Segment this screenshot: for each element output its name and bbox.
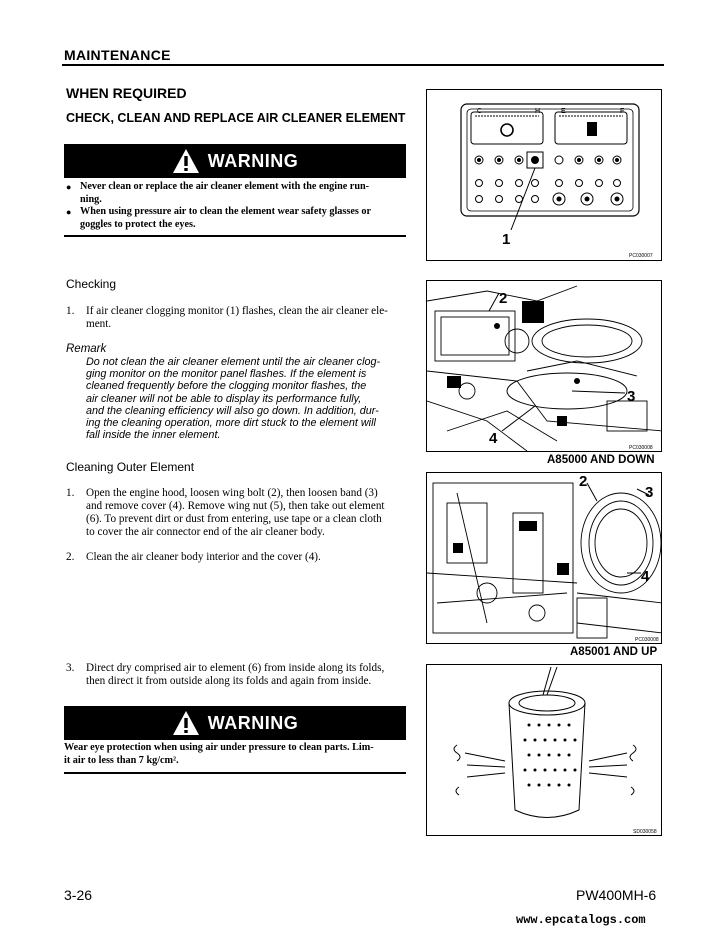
cleaning-heading: Cleaning Outer Element: [66, 460, 195, 474]
warning-line: ● Never clean or replace the air cleaner element with the engine run-: [80, 181, 370, 192]
step-number: 1.: [66, 487, 75, 499]
gauge-label: C: [477, 108, 483, 115]
figure-element-cleaning: [426, 664, 662, 836]
step-number: 3.: [66, 662, 75, 674]
remark-line: fall inside the inner element.: [86, 429, 221, 442]
warning-rule: [64, 235, 406, 237]
callout-number: 4: [641, 568, 650, 585]
step-line: to cover the air connector end of the air cleaner body.: [86, 526, 325, 538]
figure-monitor-panel: [426, 89, 662, 261]
step-line: If air cleaner clogging monitor (1) flashes, clean the air cleaner ele-: [86, 305, 388, 317]
callout-number: 2: [499, 290, 508, 307]
remark-label: Remark: [66, 343, 107, 355]
header-rule: [62, 64, 664, 66]
warning-label: WARNING: [207, 150, 299, 171]
remark-text: [86, 356, 406, 441]
callout-number: 3: [645, 484, 654, 501]
step-line: (6). To prevent dirt or dust from entering, use tape or a clean cloth: [86, 513, 382, 525]
step-line: Clean the air cleaner body interior and the cover (4).: [86, 551, 321, 563]
figure-caption: A85000 AND DOWN: [547, 454, 655, 466]
figure-code: PC030008: [629, 445, 653, 451]
remark-line: air cleaner will not be able to display its performance fully,: [86, 392, 362, 405]
warning-banner: [64, 144, 406, 178]
step-line: Open the engine hood, loosen wing bolt (2), then loosen band (3): [86, 487, 378, 499]
warning-line: goggles to protect the eyes.: [80, 218, 196, 230]
step-line: ment.: [86, 318, 112, 330]
figure-caption: A85001 AND UP: [570, 646, 658, 658]
step-number: 2.: [66, 551, 75, 563]
figure-code: SD030058: [633, 829, 657, 835]
cleaning-step-2: [66, 551, 411, 565]
remark-line: ing the cleaning operation, more dirt stuck to the element will: [86, 417, 376, 430]
warning-item: [64, 181, 408, 206]
step-number: 1.: [66, 305, 75, 317]
figure-engine-old: [426, 280, 662, 452]
warning-line: ning.: [80, 193, 102, 205]
callout-number: 4: [489, 430, 498, 447]
remark-line: Do not clean the air cleaner element until the air cleaner clog-: [86, 356, 381, 368]
engine-new-drawing: [427, 473, 662, 644]
callout-number: 3: [627, 388, 636, 405]
element-cleaning-drawing: [427, 665, 662, 836]
warning-text: [64, 742, 408, 767]
section-heading: WHEN REQUIRED: [66, 85, 187, 101]
subsection-heading: CHECK, CLEAN AND REPLACE AIR CLEANER ELEMENT: [66, 111, 406, 125]
warning-triangle-icon: [172, 148, 200, 174]
checking-heading: Checking: [66, 277, 117, 291]
figure-code: PC030008: [635, 637, 659, 643]
warning-item: [64, 206, 408, 231]
warning-line: Wear eye protection when using air under pressure to clean parts. Lim-: [64, 742, 374, 753]
watermark-link[interactable]: www.epcatalogs.com: [516, 913, 646, 927]
step-line: then direct it from outside along its folds and again from inside.: [86, 675, 372, 687]
model-number: PW400MH-6: [576, 887, 657, 903]
monitor-panel-drawing: [427, 90, 662, 261]
page-number: 3-26: [64, 887, 93, 903]
gauge-label: F: [620, 108, 625, 115]
warning-list: [64, 181, 408, 231]
cleaning-step-1: [66, 487, 411, 542]
warning-label: WARNING: [207, 712, 299, 733]
warning-line: it air to less than 7 kg/cm².: [64, 754, 179, 766]
gauge-label: H: [535, 108, 541, 115]
warning-banner: [64, 706, 406, 740]
cleaning-step-3: [66, 662, 411, 690]
callout-number: 1: [502, 231, 511, 248]
gauge-label: E: [561, 108, 566, 115]
warning-triangle-icon: [172, 710, 200, 736]
page-header-title: MAINTENANCE: [64, 47, 171, 63]
warning-rule: [64, 772, 406, 774]
figure-code: PC030007: [629, 253, 653, 259]
remark-line: cleaned frequently before the clogging monitor flashes, the: [86, 380, 367, 393]
figure-engine-new: [426, 472, 662, 644]
remark-line: and the cleaning efficiency will also go down. In addition, dur-: [86, 404, 379, 417]
engine-old-drawing: [427, 281, 662, 452]
callout-number: 2: [579, 473, 588, 490]
remark-line: ging monitor on the monitor panel flashes. If the element is: [86, 368, 367, 381]
checking-step-1: [66, 305, 406, 333]
step-line: and remove cover (4). Remove wing nut (5), then take out element: [86, 500, 385, 512]
warning-line: ● When using pressure air to clean the element wear safety glasses or: [80, 206, 371, 217]
step-line: Direct dry comprised air to element (6) from inside along its folds,: [86, 662, 385, 674]
